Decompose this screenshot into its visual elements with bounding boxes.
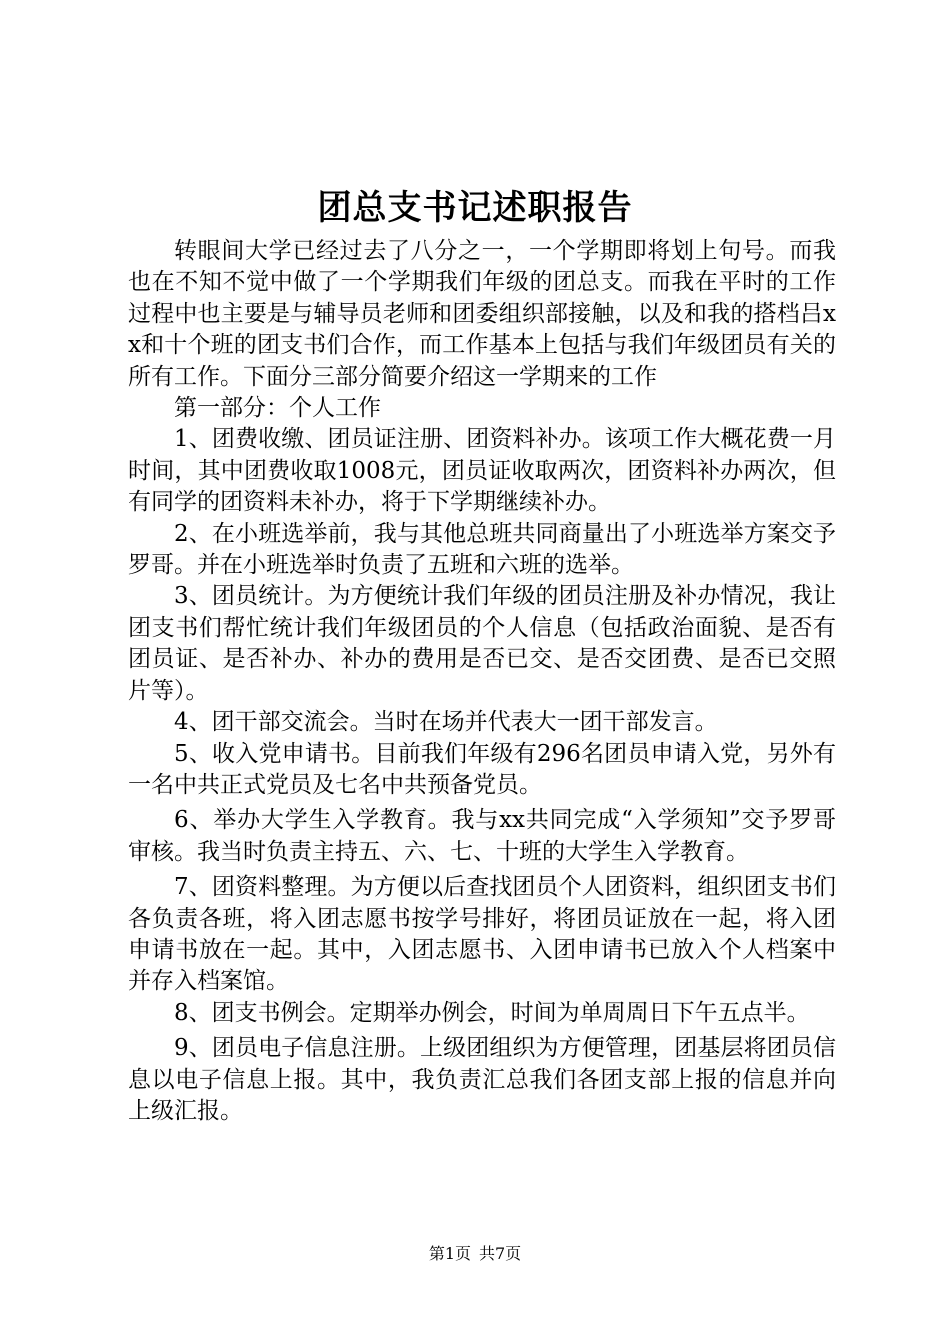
page-footer xyxy=(0,1244,950,1264)
list-item-7: 7、团资料整理。为方便以后查找团员个人团资料，组织团支书们各负责各班，将入团志愿书按学号排好，将团员证放在一起，将入团申请书放在一起。其中，入团志愿书、入团申请书已放入个人档案中并存入档案馆。 xyxy=(128,874,836,995)
list-item-8: 8、团支书例会。定期举办例会，时间为单周周日下午五点半。 xyxy=(174,999,810,1026)
list-item-3: 3、团员统计。为方便统计我们年级的团员注册及补办情况，我让团支书们帮忙统计我们年级团员的个人信息（包括政治面貌、是否有团员证、是否补办、补办的费用是否已交、是否交团费、是否已交照片等）。 xyxy=(128,583,836,704)
list-item-2: 2、在小班选举前，我与其他总班共同商量出了小班选举方案交予罗哥。并在小班选举时负责了五班和六班的选举。 xyxy=(128,520,836,579)
list-item-1: 1、团费收缴、团员证注册、团资料补办。该项工作大概花费一月时间，其中团费收取1008元，团员证收取两次，团资料补办两次，但有同学的团资料未补办，将于下学期继续补办。 xyxy=(128,426,836,516)
list-item-6: 6、举办大学生入学教育。我与xx共同完成“入学须知”交予罗哥审核。我当时负责主持五、六、七、十班的大学生入学教育。 xyxy=(128,807,836,865)
list-item-4: 4、团干部交流会。当时在场并代表大一团干部发言。 xyxy=(174,709,718,736)
page-number: 第1页 xyxy=(428,1244,471,1263)
document-body xyxy=(128,236,836,1127)
page-total: 共7页 xyxy=(479,1244,522,1263)
list-item-5: 5、收入党申请书。目前我们年级有296名团员申请入党，另外有一名中共正式党员及七名中共预备党员。 xyxy=(128,740,836,798)
document-title: 团总支书记述职报告 xyxy=(317,188,633,228)
paragraph-intro: 转眼间大学已经过去了八分之一，一个学期即将划上句号。而我也在不知不觉中做了一个学期我们年级的团总支。而我在平时的工作过程中也主要是与辅导员老师和团委组织部接触，以及和我的搭档吕xx和十个班的团支书们合作，而工作基本上包括与我们年级团员有关的所有工作。下面分三部分简要介绍这一学期来的工作 xyxy=(128,238,836,390)
section-heading: 第一部分：个人工作 xyxy=(174,395,381,422)
list-item-9: 9、团员电子信息注册。上级团组织为方便管理，团基层将团员信息以电子信息上报。其中，我负责汇总我们各团支部上报的信息并向上级汇报。 xyxy=(128,1035,836,1124)
